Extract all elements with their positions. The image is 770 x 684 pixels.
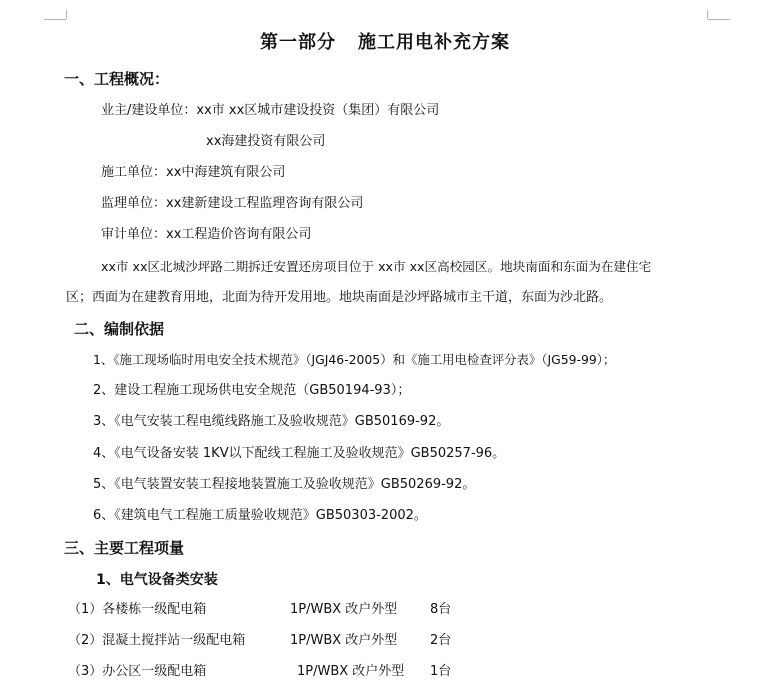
contractor-line: 施工单位：xx中海建筑有限公司 (101, 165, 286, 180)
equipment-type: 1P/WBX 改户外型 (297, 664, 405, 679)
section1-heading: 一、工程概况： (64, 70, 170, 88)
equipment-name: （1）各楼栋一级配电箱 (68, 602, 207, 617)
equipment-name: （2）混凝土搅拌站一级配电箱 (68, 633, 246, 648)
equipment-qty: 1台 (430, 664, 452, 679)
basis-item-6: 6、《建筑电气工程施工质量验收规范》GB50303-2002。 (93, 508, 427, 523)
equipment-type: 1P/WBX 改户外型 (290, 602, 398, 617)
auditor-line: 审计单位：xx工程造价咨询有限公司 (101, 227, 312, 242)
basis-item-4: 4、《电气设备安装 1KV以下配线工程施工及验收规范》GB50257-96。 (93, 446, 506, 461)
supervisor-line: 监理单位：xx建新建设工程监理咨询有限公司 (101, 196, 364, 211)
owner-line-2: xx海建投资有限公司 (206, 134, 326, 149)
equipment-name: （3）办公区一级配电箱 (68, 664, 207, 679)
equipment-type: 1P/WBX 改户外型 (290, 633, 398, 648)
equipment-qty: 2台 (430, 633, 452, 648)
page-corner-mark-right (708, 10, 730, 20)
basis-item-1: 1、《施工现场临时用电安全技术规范》（JGJ46-2005）和《施工用电检查评分表》（JG59-99）； (93, 352, 616, 367)
owner-label: 业主/建设单位： (101, 103, 197, 118)
basis-item-2: 2、建设工程施工现场供电安全规范（GB50194-93）； (93, 383, 411, 398)
equipment-qty: 8台 (430, 602, 452, 617)
description-line-2: 区；西面为在建教育用地，北面为待开发用地。地块南面是沙坪路城市主干道，东面为沙北路。 (66, 290, 613, 305)
basis-item-5: 5、《电气装置安装工程接地装置施工及验收规范》GB50269-92。 (93, 477, 476, 492)
description-line-1: xx市 xx区北城沙坪路二期拆迁安置还房项目位于 xx市 xx区高校园区。地块南面和东面为在建住宅 (101, 259, 652, 274)
section3-heading: 三、主要工程项量 (64, 539, 185, 557)
page-corner-mark-left (44, 10, 66, 20)
owner-value: xx市 xx区城市建设投资（集团）有限公司 (196, 103, 440, 118)
section2-heading: 二、编制依据 (74, 320, 165, 338)
title-name: 施工用电补充方案 (358, 32, 510, 53)
basis-item-3: 3、《电气安装工程电缆线路施工及验收规范》GB50169-92。 (93, 414, 450, 429)
owner-line (101, 102, 439, 120)
section3-subheading: 1、电气设备类安装 (96, 572, 218, 588)
document-title (0, 31, 770, 55)
title-part: 第一部分 (260, 32, 336, 53)
